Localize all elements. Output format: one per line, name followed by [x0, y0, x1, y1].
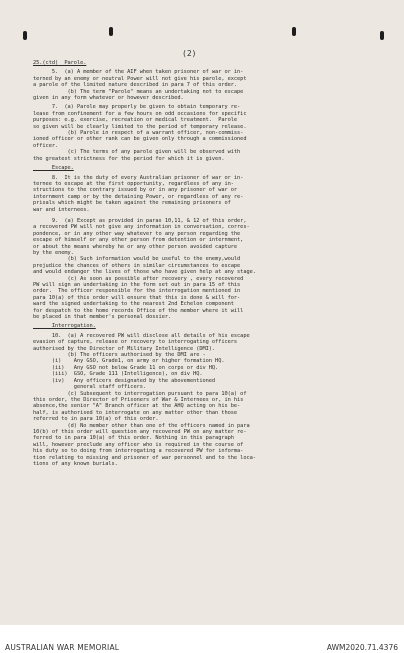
document-line: (c) Subsequent to interrogation pursuant to para 10(a) of — [33, 390, 247, 397]
document-line: (c) As soon as possible after recovery , every recovered — [33, 275, 244, 282]
document-line: terned by an enemy or neutral Power will not give his parole, except — [33, 75, 247, 82]
document-line: internment camp or by the detaining Power, or regardless of any re- — [33, 193, 244, 200]
document-line: his duty so to doing from interrogating a recovered PW for informa- — [33, 448, 244, 455]
document-line: 10. (a) A recovered PW will disclose all details of his escape — [33, 332, 250, 339]
document-line: (b) The term "Parole" means an undertaking not to escape — [33, 88, 244, 95]
document-line: ward the signed undertaking to the nearest 2nd Echelon component — [33, 301, 234, 308]
document-line: (d) No member other than one of the officers named in para — [33, 422, 250, 429]
document-line: para 10(a) of this order will ensure that this is done & will for- — [33, 294, 241, 301]
document-line: prisals which might be taken against the remaining prisoners of — [33, 200, 231, 207]
document-line: evasion of capture, release or recovery to interrogating officers — [33, 339, 238, 346]
document-line: half, is authorised to interrogate on any matter other than those — [33, 409, 238, 416]
document-body — [33, 47, 389, 467]
document-line: order. The officer responsible for the interrogation mentioned in — [33, 288, 241, 295]
document-line: pondence, or in any other way whatever to any person regarding the — [33, 230, 241, 237]
archive-item-id: AWM2020.71.4376 — [326, 643, 398, 652]
document-line: (ii) Any GSO not below Grade 11 on corps or div HQ. — [33, 364, 219, 371]
document-line: war and internees. — [33, 206, 90, 213]
page-number: (2) — [182, 49, 197, 58]
document-line: PW will sign an undertaking in the form set out in para 15 of this — [33, 282, 241, 288]
document-line: absence,the senior "A" Branch officer at the AHQ acting on his be- — [33, 403, 241, 410]
document-line: prejudice the chances of others in similar circumstances to escape — [33, 262, 241, 269]
document-line: and would endanger the lives of those who have given help at any stage. — [33, 269, 256, 276]
document-line: 10(b) of this order will question any recovered PW on any matter re- — [33, 428, 247, 435]
document-line: purposes: e.g. exercise, recreation or medical treatment. Parole — [33, 117, 238, 124]
document-line: so given will be clearly limited to the period of temporary release. — [33, 123, 247, 130]
document-line: (iv) Any officers designated by the abovementioned — [33, 377, 216, 384]
document-line: authorised by the Director of Military Intelligence (DMI). — [33, 345, 216, 352]
document-line: the greatest strictness for the period for which it is given. — [33, 155, 225, 162]
punch-hole — [292, 27, 296, 36]
document-line: (b) Parole in respect of a warrant officer, non-commiss- — [33, 130, 244, 137]
document-line: general staff officers. — [33, 384, 147, 391]
document-line: (iii) GSO, Grade 111 (Intelligence), on div HQ. — [33, 371, 203, 378]
document-line: for despatch to the home records Office of the member where it will — [33, 307, 244, 314]
document-line: escape of himself or any other person from detention or internment, — [33, 237, 244, 244]
document-line: referred to in para 10(a) of this order. — [33, 416, 159, 423]
document-line: ternee to escape at the first opportunity, regardless of any in- — [33, 180, 234, 187]
archive-footer — [0, 625, 404, 653]
punch-hole — [109, 27, 113, 36]
document-line: or about the means whereby he or any other person avoided capture — [33, 243, 238, 250]
document-line: this order, the Director of Prisoners of War & Internees or, in his — [33, 396, 244, 403]
document-line: ferred to in para 10(a) of this order. Nothing in this paragraph — [33, 435, 234, 442]
document-line: be placed in that member's personal dossier. — [33, 314, 172, 321]
document-line: lease from confinement for a few hours on odd occasions for specific — [33, 110, 247, 117]
document-line: (c) The terms of any parole given will be observed with — [33, 149, 241, 156]
document-line: 25.(ctd) Parole. — [33, 60, 87, 66]
document-line: will, however preclude any officer who is required in the course of — [33, 441, 244, 448]
document-line: a parole of the limited nature described in para 7 of this order. — [33, 82, 238, 89]
document-line: (b) Such information would be useful to the enemy,would — [33, 256, 241, 263]
document-line: ioned officer or other rank can be given only through a commissioned — [33, 136, 247, 143]
punch-hole — [23, 31, 27, 40]
document-line: 7. (a) Parole may properly be given to obtain temporary re- — [33, 104, 241, 111]
document-line: 9. (a) Except as provided in paras 10,11, & 12 of this order, — [33, 217, 247, 224]
document-line: structions to the contrary issued by or in any prisoner of war or — [33, 187, 238, 194]
document-line: Interrogation. — [33, 323, 96, 330]
document-line: 8. It is the duty of every Australian prisoner of war or in- — [33, 174, 244, 181]
document-line: tions of any known burials. — [33, 460, 118, 467]
document-line: (b) The officers authorised by the DMI are - — [33, 352, 206, 359]
document-line: officer. — [33, 142, 59, 149]
document-line: (i) Any GSO, Grade1, on army or higher formation HQ. — [33, 358, 225, 365]
document-line: a recovered PW will not give any information in conversation, corres- — [33, 224, 250, 231]
document-line: 5. (a) A member of the AIF when taken prisoner of war or in- — [33, 69, 244, 76]
document-line: tion relating to missing and prisoner of war personnel and to the loca- — [33, 454, 256, 461]
punch-hole — [380, 31, 384, 40]
document-line: Escape. — [33, 165, 74, 172]
document-line: by the enemy. — [33, 249, 74, 256]
document-line: given in any form whatever or however described. — [33, 95, 184, 102]
archive-name: AUSTRALIAN WAR MEMORIAL — [5, 643, 120, 652]
